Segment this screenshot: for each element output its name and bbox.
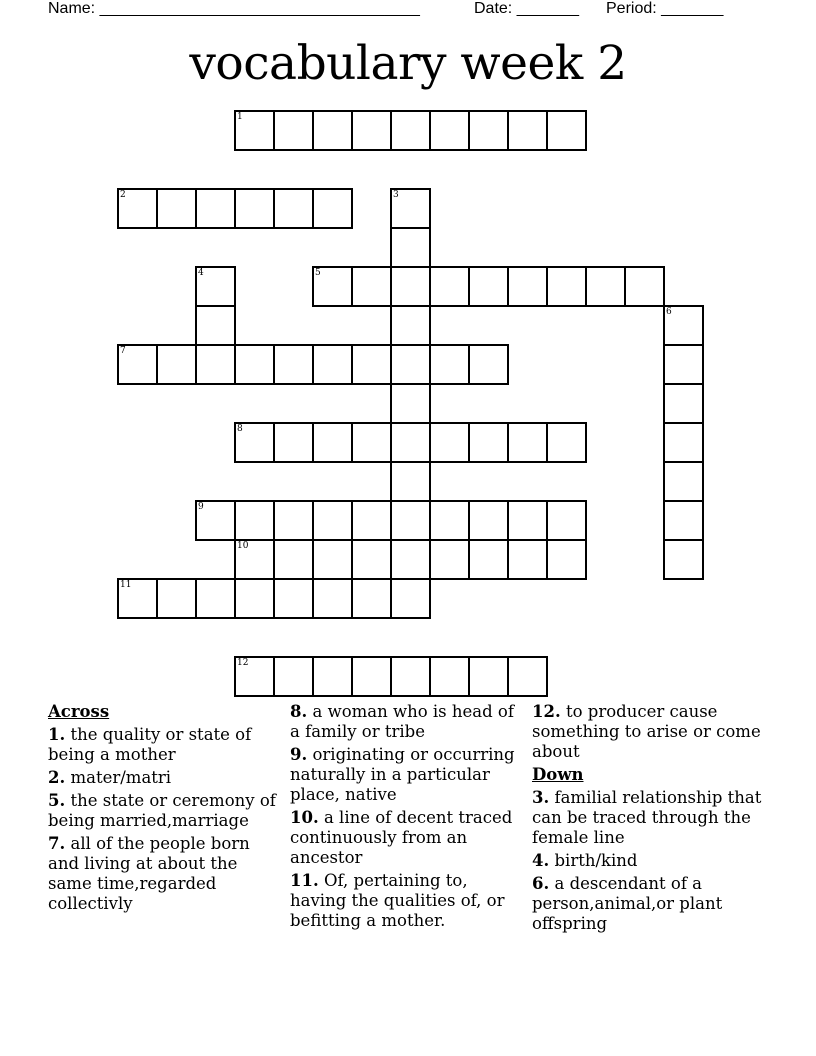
crossword-cell[interactable]	[312, 344, 353, 385]
cell-number: 8	[237, 424, 243, 434]
crossword-cell[interactable]	[390, 266, 431, 307]
clue-text: birth/kind	[554, 851, 638, 870]
crossword-cell[interactable]	[351, 266, 392, 307]
clue-text: a descendant of a person,animal,or plant offspring	[532, 874, 723, 933]
crossword-cell[interactable]	[390, 344, 431, 385]
crossword-cell[interactable]	[312, 188, 353, 229]
crossword-cell[interactable]	[390, 500, 431, 541]
clue-text: a line of decent traced continuously from an ancestor	[290, 808, 513, 867]
crossword-cell[interactable]	[390, 305, 431, 346]
crossword-cell[interactable]	[429, 266, 470, 307]
clues-column-3	[532, 702, 762, 937]
crossword-cell[interactable]	[234, 656, 275, 697]
crossword-cell[interactable]	[585, 266, 626, 307]
crossword-cell[interactable]	[273, 344, 314, 385]
across-heading: Across	[48, 702, 110, 721]
crossword-cell[interactable]	[351, 422, 392, 463]
crossword-cell[interactable]	[273, 188, 314, 229]
down-heading: Down	[532, 765, 584, 784]
crossword-cell[interactable]	[663, 461, 704, 502]
date-field: Date: _______	[474, 0, 579, 17]
clues-column-1	[48, 702, 278, 917]
crossword-cell[interactable]	[429, 539, 470, 580]
cell-number: 6	[666, 307, 672, 317]
clue-across-1	[48, 725, 278, 765]
crossword-cell[interactable]	[390, 578, 431, 619]
crossword-cell[interactable]	[390, 539, 431, 580]
crossword-cell[interactable]	[507, 500, 548, 541]
crossword-cell[interactable]	[663, 500, 704, 541]
cell-number: 5	[315, 268, 321, 278]
crossword-cell[interactable]	[234, 422, 275, 463]
crossword-cell[interactable]	[117, 188, 158, 229]
crossword-cell[interactable]	[390, 422, 431, 463]
clue-text: the quality or state of being a mother	[48, 725, 252, 764]
clue-number: 12.	[532, 702, 561, 721]
crossword-cell[interactable]	[195, 266, 236, 307]
clue-number: 3.	[532, 788, 550, 807]
crossword-cell[interactable]	[312, 500, 353, 541]
crossword-cell[interactable]	[546, 422, 587, 463]
clue-number: 5.	[48, 791, 66, 810]
crossword-cell[interactable]	[624, 266, 665, 307]
clue-number: 8.	[290, 702, 308, 721]
crossword-cell[interactable]	[195, 305, 236, 346]
crossword-cell[interactable]	[390, 188, 431, 229]
clue-number: 9.	[290, 745, 308, 764]
clue-across-2	[48, 768, 278, 788]
clue-number: 7.	[48, 834, 66, 853]
crossword-cell[interactable]	[468, 500, 509, 541]
crossword-cell[interactable]	[468, 110, 509, 151]
clues-column-2	[290, 702, 525, 934]
crossword-cell[interactable]	[195, 578, 236, 619]
crossword-cell[interactable]	[507, 422, 548, 463]
crossword-cell[interactable]	[234, 500, 275, 541]
name-field: Name: ____________________________________	[48, 0, 420, 17]
crossword-cell[interactable]	[429, 656, 470, 697]
crossword-cell[interactable]	[663, 344, 704, 385]
cell-number: 2	[120, 190, 126, 200]
crossword-cell[interactable]	[273, 578, 314, 619]
crossword-cell[interactable]	[663, 383, 704, 424]
period-field: Period: _______	[606, 0, 724, 17]
crossword-cell[interactable]	[312, 539, 353, 580]
crossword-cell[interactable]	[468, 539, 509, 580]
crossword-cell[interactable]	[507, 110, 548, 151]
crossword-cell[interactable]	[312, 656, 353, 697]
clue-across-7	[48, 834, 278, 914]
crossword-cell[interactable]	[273, 110, 314, 151]
crossword-cell[interactable]	[546, 266, 587, 307]
crossword-cell[interactable]	[468, 422, 509, 463]
clue-across-9	[290, 745, 525, 805]
crossword-cell[interactable]	[429, 110, 470, 151]
crossword-cell[interactable]	[507, 539, 548, 580]
clue-text: originating or occurring naturally in a particular place, native	[290, 745, 515, 804]
crossword-cell[interactable]	[351, 500, 392, 541]
cell-number: 3	[393, 190, 399, 200]
crossword-cell[interactable]	[156, 188, 197, 229]
crossword-cell[interactable]	[468, 656, 509, 697]
crossword-cell[interactable]	[351, 110, 392, 151]
clue-across-12	[532, 702, 762, 762]
crossword-cell[interactable]	[390, 110, 431, 151]
crossword-cell[interactable]	[234, 188, 275, 229]
crossword-cell[interactable]	[234, 539, 275, 580]
crossword-cell[interactable]	[117, 578, 158, 619]
crossword-cell[interactable]	[273, 422, 314, 463]
clue-down-4	[532, 851, 762, 871]
clue-across-10	[290, 808, 525, 868]
crossword-cell[interactable]	[390, 656, 431, 697]
crossword-cell[interactable]	[663, 422, 704, 463]
crossword-cell[interactable]	[663, 539, 704, 580]
crossword-cell[interactable]	[195, 500, 236, 541]
clue-number: 4.	[532, 851, 550, 870]
clue-text: to producer cause something to arise or come about	[532, 702, 761, 761]
crossword-cell[interactable]	[312, 266, 353, 307]
crossword-cell[interactable]	[390, 461, 431, 502]
crossword-cell[interactable]	[312, 422, 353, 463]
crossword-cell[interactable]	[507, 656, 548, 697]
crossword-cell[interactable]	[468, 344, 509, 385]
crossword-cell[interactable]	[156, 578, 197, 619]
clue-number: 10.	[290, 808, 319, 827]
clue-text: mater/matri	[70, 768, 172, 787]
clue-number: 6.	[532, 874, 550, 893]
crossword-cell[interactable]	[429, 422, 470, 463]
cell-number: 10	[237, 541, 249, 551]
crossword-cell[interactable]	[390, 227, 431, 268]
cell-number: 4	[198, 268, 204, 278]
crossword-cell[interactable]	[234, 578, 275, 619]
crossword-cell[interactable]	[546, 110, 587, 151]
crossword-cell[interactable]	[312, 110, 353, 151]
clue-number: 11.	[290, 871, 319, 890]
crossword-cell[interactable]	[312, 578, 353, 619]
clue-across-11	[290, 871, 525, 931]
crossword-cell[interactable]	[117, 344, 158, 385]
page-title: vocabulary week 2	[189, 36, 627, 91]
crossword-cell[interactable]	[351, 656, 392, 697]
cell-number: 1	[237, 112, 243, 122]
crossword-cell[interactable]	[546, 539, 587, 580]
crossword-cell[interactable]	[234, 344, 275, 385]
cell-number: 7	[120, 346, 126, 356]
clue-down-3	[532, 788, 762, 848]
crossword-cell[interactable]	[156, 344, 197, 385]
clue-text: familial relationship that can be traced through the female line	[532, 788, 762, 847]
crossword-cell[interactable]	[273, 656, 314, 697]
crossword-cell[interactable]	[546, 500, 587, 541]
clue-text: the state or ceremony of being married,marriage	[48, 791, 276, 830]
crossword-cell[interactable]	[351, 539, 392, 580]
crossword-cell[interactable]	[351, 344, 392, 385]
cell-number: 9	[198, 502, 204, 512]
crossword-cell[interactable]	[273, 539, 314, 580]
crossword-cell[interactable]	[429, 344, 470, 385]
clue-text: Of, pertaining to, having the qualities of, or befitting a mother.	[290, 871, 505, 930]
clue-number: 2.	[48, 768, 66, 787]
crossword-cell[interactable]	[195, 344, 236, 385]
crossword-cell[interactable]	[351, 578, 392, 619]
clue-down-6	[532, 874, 762, 934]
cell-number: 12	[237, 658, 249, 668]
clue-text: a woman who is head of a family or tribe	[290, 702, 514, 741]
crossword-cell[interactable]	[390, 383, 431, 424]
crossword-cell[interactable]	[663, 305, 704, 346]
clue-number: 1.	[48, 725, 66, 744]
crossword-cell[interactable]	[273, 500, 314, 541]
crossword-cell[interactable]	[507, 266, 548, 307]
clue-across-8	[290, 702, 525, 742]
crossword-cell[interactable]	[429, 500, 470, 541]
crossword-cell[interactable]	[234, 110, 275, 151]
clue-text: all of the people born and living at about the same time,regarded collectivly	[48, 834, 250, 913]
cell-number: 11	[120, 580, 132, 590]
crossword-cell[interactable]	[195, 188, 236, 229]
crossword-cell[interactable]	[468, 266, 509, 307]
clue-across-5	[48, 791, 278, 831]
